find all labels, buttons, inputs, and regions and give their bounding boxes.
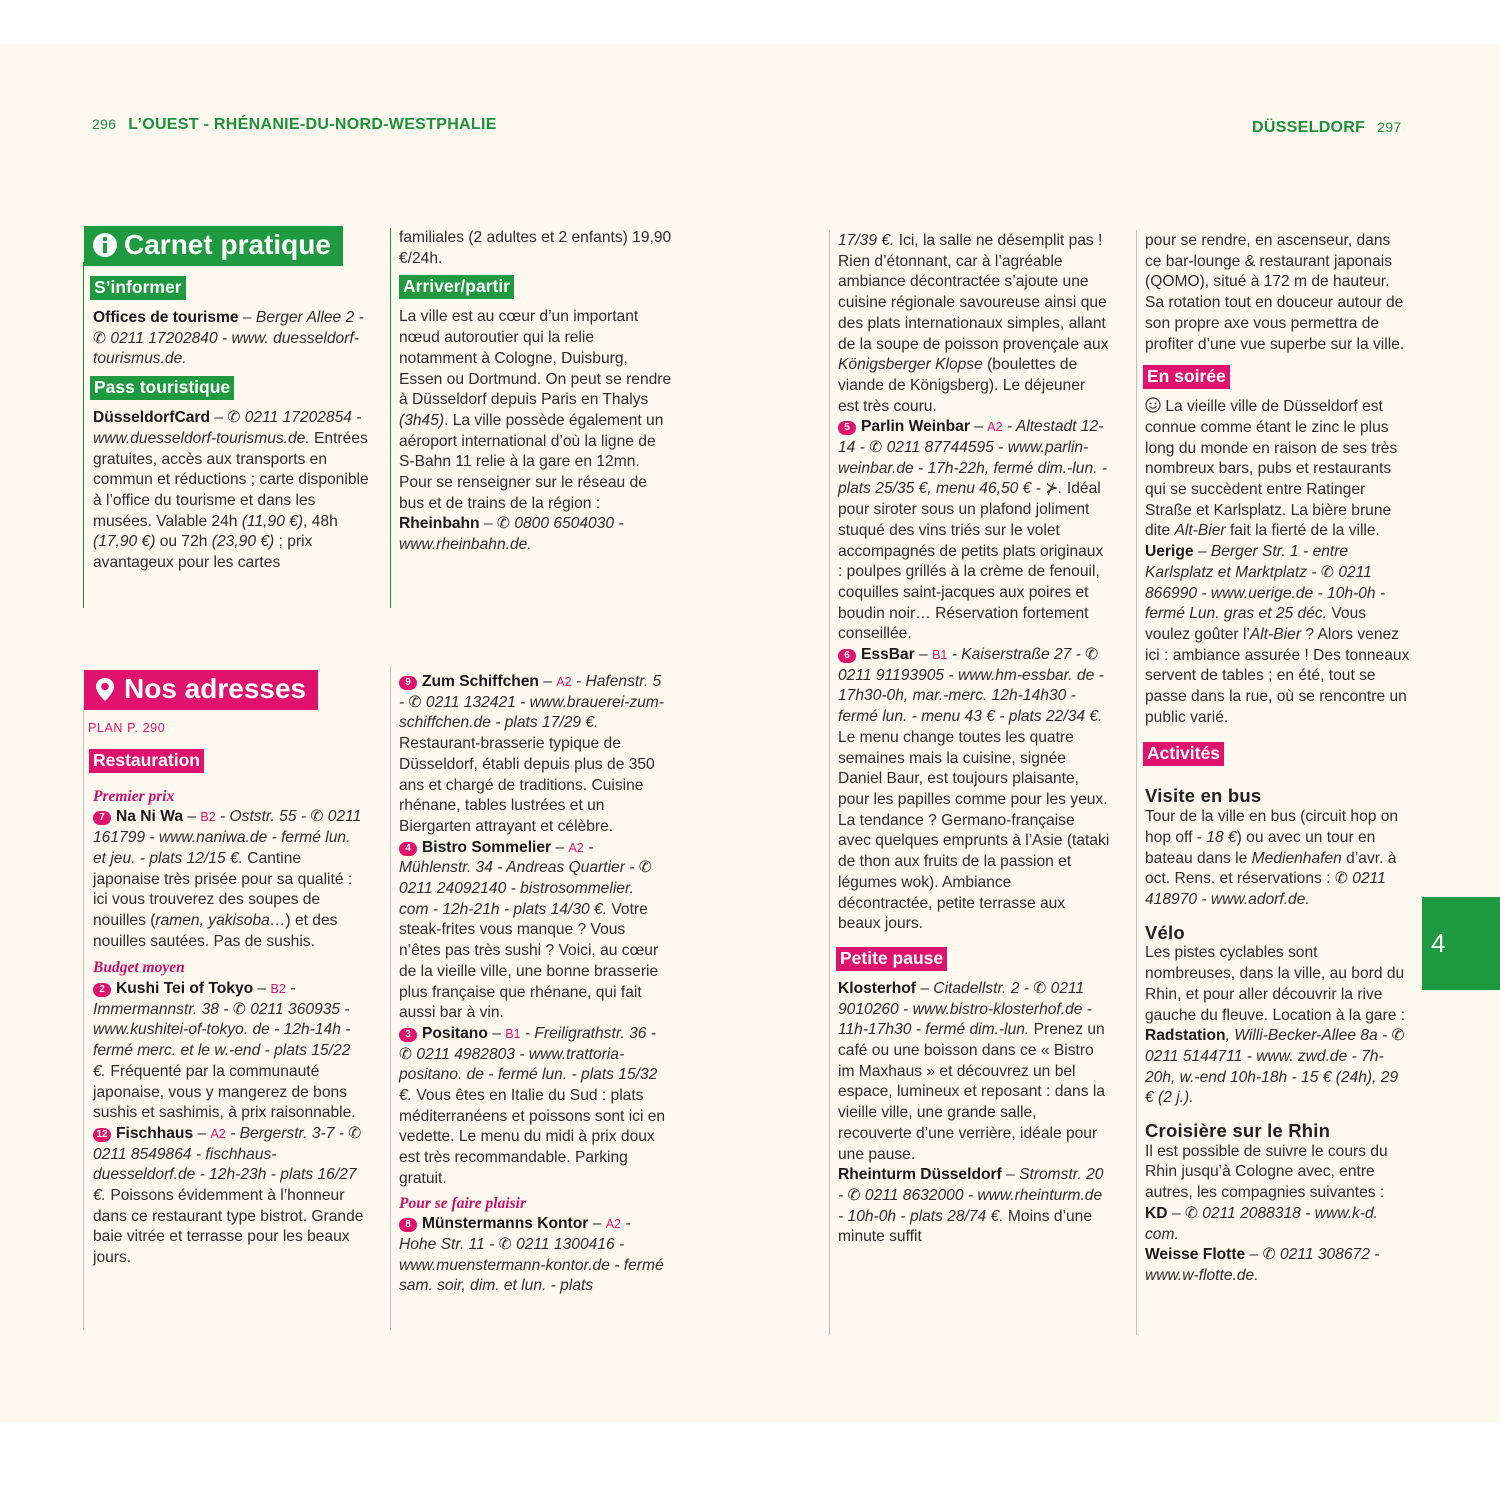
adresses-title: Nos adresses [124, 673, 307, 704]
restaurant-text: Cantine japonaise très prisée pour sa qualité : ici vous trouverez des soupes de nouilles ( [93, 849, 353, 929]
petite-pause-heading: Petite pause [836, 947, 947, 971]
restaurant-details: - Immermannstr. 38 - ✆ 0211 360935 - www.kushitei-of-tokyo. de - 12h-14h - fermé merc. et le w.-end - plats 15/22 €. [93, 980, 351, 1080]
company-name: KD [1145, 1204, 1168, 1222]
venue-text: Prenez un café ou une boisson dans ce « Bistro im Maxhaus » et découvrez un bel espace, lumineux et reposant : dans la vieille ville, une grande salle, recouverte d’une verrière, idéale pour une pause. [838, 1021, 1105, 1163]
sommelier-entry: 4 Bistro Sommelier – A2 - Mühlenstr. 34 - Andreas Quartier - ✆ 0211 24092140 - bistrosommelier. com - 12h-21h - plats 14/30 €. Votre steak-frites vous manque ? Vous n’êtes pas très sushi ? Voici, au cœur de la vieille ville, une bonne brasserie plus française que rhénane, qui fait aussi bar à vin. [399, 838, 659, 1022]
grid-ref: A2 [568, 840, 584, 855]
soiree-text-italic: Alt-Bier [1174, 522, 1226, 540]
parlin-entry: 5 Parlin Weinbar – A2 - Altestadt 12-14 - ✆ 0211 87744595 - www.parlin-weinbar.de - 17h-22h, fermé dim.-lun. - plats 25/35 €, menu 46,50 € - ⊁. Idéal pour siroter sous un plafond joliment stuqué des vins triés sur le volet accompagnés de petits plats originaux : poulpes grillés à la crème de fenouil, coquilles saint-jacques aux poires et boudin noir… Réservation fortement conseillée. [838, 418, 1107, 643]
essbar-entry: 6 EssBar – B1 - Kaiserstraße 27 - ✆ 0211 91193905 - www.hm-essbar. de - 17h30-0h, mar.-merc. 12h-14h30 - fermé lun. - menu 43 € - plats 22/34 €. Le menu change toutes les quatre semaines mais la cuisine, signée Daniel Baur, est toujours plaisante, pour les papilles comme pour les yeux. La tendance ? Germano-française avec quelques emprunts à l’Asie (tataki de thon aux fruits de la passion et légumes wok). Ambiance décontractée, petite terrasse aux beaux jours. [838, 646, 1110, 933]
restaurant-details: - Mühlenstr. 34 - Andreas Quartier - ✆ 0211 24092140 - bistrosommelier. com - 12h-21h - plats 14/30 €. [399, 838, 652, 918]
venue-text: Vous voulez goûter l’ [1145, 605, 1367, 643]
map-number-badge: 4 [399, 842, 417, 856]
bus-entry [1145, 807, 1410, 911]
restaurant-name: Kushi Tei of Tokyo [116, 980, 254, 998]
venue-details: – Berger Str. 1 - entre Karlsplatz et Marktplatz - ✆ 0211 866990 - www.uerige.de - 10h-0h - fermé Lun. gras et 25 déc. [1145, 543, 1386, 623]
restaurant-name: Bistro Sommelier [422, 838, 552, 856]
velo-text: Les pistes cyclables sont nombreuses, dans la ville, au bord du Rhin, et pour aller découvrir la rive gauche du fleuve. Location à la gare : [1145, 944, 1406, 1024]
left-chapter-title: L’OUEST - RHÉNANIE-DU-NORD-WESTPHALIE [128, 116, 497, 133]
kushi-entry: 2 Kushi Tei of Tokyo – B2 - Immermannstr. 38 - ✆ 0211 360935 - www.kushitei-of-tokyo. de - 12h-14h - fermé merc. et le w.-end - plats 15/22 €. Fréquenté par la communauté japonaise, vous y mangerez de bons sushis et sashimis, à prix raisonnable. [93, 980, 356, 1122]
venue-text-italic: Alt-Bier [1249, 625, 1302, 643]
venue-name: Klosterhof [838, 979, 916, 997]
restaurant-text: Vous êtes en Italie du Sud : plats méditerranéens et poissons sont ici en vedette. Le menu du midi à prix doux est très recommandable. Parking gratuit. [399, 1087, 666, 1187]
positano-entry: 3 Positano – B1 - Freiligrathstr. 36 - ✆ 0211 4982803 - www.trattoria-positano. de - fermé lun. - plats 15/32 €. Vous êtes en Italie du Sud : plats méditerranéens et poissons sont ici en vedette. Le menu du midi à prix doux est très recommandable. Parking gratuit. [399, 1024, 666, 1187]
arriver-text [399, 307, 674, 555]
restaurant-text: Poissons évidemment à l’honneur dans ce restaurant type bistrot. Grande baie vitrée et terrasse pour les beaux jours. [93, 1187, 364, 1267]
card-details: – ✆ 0211 17202854 - www.duesseldorf-tourismus.de. [93, 409, 362, 447]
office-details: – Berger Allee 2 - ✆ 0211 17202840 - www. duesseldorf-tourismus.de. [93, 309, 364, 368]
restaurant-details: - Oststr. 55 - ✆ 0211 161799 - www.naniwa.de - fermé lun. et jeu. - plats 12/15 €. [93, 808, 362, 867]
kontor-entry: 8 Münstermanns Kontor – A2 - Hohe Str. 11 - ✆ 0211 1300416 - www.muenstermann-kontor.de - fermé sam. soir, dim. et lun. - plats [399, 1215, 664, 1295]
card-price-48h: (17,90 €) [93, 533, 156, 551]
fischhaus-entry: 12 Fischhaus – A2 - Bergerstr. 3-7 - ✆ 0211 8549864 - fischhaus-duesseldorf.de - 12h-23h - plats 16/27 €. Poissons évidemment à l’honneur dans ce restaurant type bistrot. Grande baie vitrée et terrasse pour les beaux jours. [93, 1124, 364, 1267]
croisiere-heading: Croisière sur le Rhin [1145, 1120, 1331, 1142]
thalys-duration: (3h45) [399, 411, 445, 429]
map-number-badge: 6 [838, 649, 856, 663]
carnet-pratique-heading [84, 226, 343, 266]
nos-adresses-heading [84, 670, 318, 710]
restaurant-name: Positano [422, 1024, 488, 1042]
restaurant-text: (boulettes de viande de Königsberg). Le déjeuner est très couru. [838, 356, 1086, 415]
map-number-badge: 3 [399, 1028, 417, 1042]
left-running-header [92, 116, 497, 134]
rheinbahn-name: Rheinbahn [399, 515, 480, 533]
office-tourisme-entry [90, 308, 374, 370]
map-number-badge: 7 [93, 811, 111, 825]
grid-ref: A2 [987, 420, 1003, 435]
card-text: ou 72h [155, 533, 212, 551]
right-chapter-title: DÜSSELDORF [1252, 119, 1366, 136]
info-icon [92, 232, 118, 258]
arriver-partir-heading: Arriver/partir [399, 275, 514, 299]
radstation-details: , Willi-Becker-Allee 8a - ✆ 0211 5144711 - www. zwd.de - 7h-20h, w.-end 10h-18h - 15 € (24h), 29 € (2 j.). [1145, 1027, 1405, 1107]
radstation-name: Radstation [1145, 1027, 1226, 1045]
restaurant-text-italic: Königsberger Klopse [838, 356, 983, 374]
venue-text: ? Alors venez ici : ambiance assurée ! Des tonneaux servent de tables ; en été, tout se passe dans la rue, où se rencontre un public varié. [1145, 625, 1410, 726]
plan-reference: PLAN P. 290 [88, 721, 166, 735]
restaurant-name: Münstermanns Kontor [422, 1215, 589, 1233]
grid-ref: B2 [270, 982, 286, 997]
company-details: – ✆ 0211 2088318 - www.k-d. com. [1145, 1204, 1378, 1243]
restaurant-text: Idéal pour siroter sous un plafond joliment stuqué des vins triés sur le volet accompagnés de petits plats originaux : poulpes grillés à la crème de fenouil, coquilles saint-jacques aux poires et boudin noir… Réservation fortement conseillée. [838, 480, 1104, 643]
restaurant-text: Votre steak-frites vous manque ? Vous n’êtes pas très sushi ? Voici, au cœur de la vieille ville, une bonne brasserie plus française que rhénane, qui fait aussi bar à vin. [399, 900, 659, 1022]
weisse-flotte-entry [1145, 1245, 1410, 1286]
restauration-heading: Restauration [89, 749, 204, 773]
restaurant-details: - Hafenstr. 5 - ✆ 0211 132421 - www.brauerei-zum-schiffchen.de - plats 17/29 €. [399, 673, 664, 732]
chapter-tab: 4 [1422, 897, 1500, 990]
restaurant-details: 17/39 €. [838, 232, 895, 249]
grid-ref: B1 [505, 1026, 521, 1041]
restaurant-name: Na Ni Wa [116, 808, 184, 826]
left-page-number: 296 [92, 116, 117, 132]
pour-se-faire-plaisir-label: Pour se faire plaisir [399, 1194, 527, 1212]
restaurant-text: ) et des nouilles sautées. Pas de sushis. [93, 911, 338, 950]
card-text: ; prix avantageux pour les cartes [93, 533, 313, 572]
velo-entry [1145, 943, 1410, 1109]
sinformer-heading: S’informer [90, 276, 186, 300]
rheinbahn-details: – ✆ 0800 6504030 - www.rheinbahn.de. [399, 515, 624, 554]
restaurant-text-italic: ramen, yakisoba… [155, 911, 286, 929]
bus-text: ) ou avec un tour en bateau dans le [1145, 828, 1376, 867]
budget-moyen-label: Budget moyen [93, 959, 185, 977]
pass-touristique-heading: Pass touristique [90, 376, 234, 400]
soiree-intro [1145, 397, 1410, 542]
venue-details: – Stromstr. 20 - ✆ 0211 8632000 - www.rheinturm.de - 10h-0h - plats 28/74 €. [838, 1166, 1104, 1225]
card-continued: familiales (2 adultes et 2 enfants) 19,90 €/24h. [399, 229, 672, 267]
restaurant-text: Ici, la salle ne désemplit pas ! Rien d’étonnant, car à l’agréable ambiance décontractée s’ajoute une cuisine régionale savoureuse ainsi que des plats internationaux simples, allant de la soupe de poisson provençale aux [838, 232, 1109, 353]
venue-text: Moins d’une minute suffit [838, 1207, 1092, 1246]
restaurant-name: EssBar [861, 646, 915, 664]
restaurant-name: Parlin Weinbar [861, 418, 970, 436]
bus-text-italic: Medienhafen [1251, 849, 1342, 867]
map-pin-icon [92, 676, 118, 702]
right-column-3 [838, 231, 1110, 1248]
bus-price: 18 € [1206, 828, 1237, 846]
office-name: Offices de tourisme [93, 309, 239, 326]
naniwa-entry: 7 Na Ni Wa – B2 - Oststr. 55 - ✆ 0211 161799 - www.naniwa.de - fermé lun. et jeu. - plats 12/15 €. Cantine japonaise très prisée pour sa qualité : ici vous trouverez des soupes de nouilles (ramen, yakisoba…) et des nouilles sautées. Pas de sushis. [93, 808, 362, 950]
restaurant-details: - Bergerstr. 3-7 - ✆ 0211 8549864 - fischhaus-duesseldorf.de - 12h-23h - plats 16/27 €. [93, 1124, 362, 1205]
right-column-4 [1145, 231, 1410, 1287]
bus-text: d’avr. à oct. Rens. et réservations : [1145, 849, 1397, 888]
venue-name: Uerige [1145, 543, 1194, 561]
venue-details: – Citadellstr. 2 - ✆ 0211 9010260 - www.bistro-klosterhof.de - 11h-17h30 - fermé dim.-lun. [838, 979, 1092, 1039]
uerige-entry [1145, 542, 1410, 728]
croisiere-text: Il est possible de suivre le cours du Rhin jusqu’à Cologne avec, entre autres, les compagnies suivantes : [1145, 1142, 1388, 1202]
visite-en-bus-heading: Visite en bus [1145, 785, 1262, 807]
grid-ref: B2 [200, 810, 216, 825]
card-name: DüsseldorfCard [93, 409, 210, 427]
en-soiree-heading: En soirée [1143, 365, 1230, 389]
velo-heading: Vélo [1145, 921, 1185, 943]
carnet-column-1 [84, 226, 374, 574]
grid-ref: A2 [605, 1217, 621, 1232]
activites-heading: Activités [1143, 742, 1224, 766]
card-text: Entrées gratuites, accès aux transports en commun et réductions ; carte disponible à l’office du tourisme et dans les musées. Valable 24h [93, 429, 369, 530]
restaurant-text: Fréquenté par la communauté japonaise, vous y mangerez de bons sushis et sashimis, à prix raisonnable. [93, 1062, 356, 1122]
column-rule [829, 230, 830, 1335]
column-rule [390, 228, 391, 608]
premier-prix-label: Premier prix [93, 787, 175, 805]
grid-ref: A2 [210, 1126, 226, 1141]
card-price-72h: (23,90 €) [211, 533, 275, 551]
card-text: , 48h [303, 512, 338, 530]
carnet-title: Carnet pratique [124, 229, 331, 260]
adresses-column-2 [399, 672, 667, 1297]
map-number-badge: 8 [399, 1218, 417, 1232]
arriver-text-2: . La ville possède également un aéroport international d’où la ligne de S-Bahn 11 relie à la gare en 12mn. Pour se renseigner sur le réseau de bus et de trains de la région : [399, 411, 664, 512]
restaurant-text: Restaurant-brasserie typique de Düsseldorf, établi depuis plus de 350 ans et chargé de traditions. Cuisine rhénane, tables lustrées et un Biergarten attrayant et célèbre. [399, 735, 655, 835]
restaurant-details: - Kaiserstraße 27 - ✆ 0211 91193905 - www.hm-essbar. de - 17h30-0h, mar.-merc. 12h-14h30 - fermé lun. - menu 43 € - plats 22/34 €. [838, 646, 1104, 726]
restaurant-name: Fischhaus [116, 1124, 194, 1142]
kontor-continued [838, 231, 1110, 417]
right-running-header [1252, 119, 1402, 137]
column-rule [390, 666, 391, 1330]
restaurant-text: Le menu change toutes les quatre semaines mais la cuisine, signée Daniel Baur, est toujours plaisante, pour les papilles comme pour les yeux. La tendance ? Germano-française avec quelques emprunts à l’Asie (tataki de thon aux fruits de la passion et légumes wok). Ambiance décontractée, petite terrasse aux beaux jours. [838, 728, 1110, 933]
carnet-column-2 [399, 228, 674, 556]
bus-text: Tour de la ville en bus (circuit hop on hop off - [1145, 808, 1399, 846]
soiree-text: La vieille ville de Düsseldorf est connue comme étant le zinc le plus long du monde en raison de ses très nombreux bars, pubs et restaurants qui se succèdent entre Ratinger Straße et Karlsplatz. La bière brune dite [1145, 398, 1398, 540]
smiley-icon [1145, 397, 1161, 413]
map-number-badge: 12 [93, 1128, 111, 1142]
map-number-badge: 5 [838, 421, 856, 435]
restaurant-details: - Freiligrathstr. 36 - ✆ 0211 4982803 - www.trattoria-positano. de - fermé lun. - plats 15/32 €. [399, 1024, 658, 1105]
rheinturm-entry [838, 1165, 1110, 1248]
map-number-badge: 9 [399, 676, 417, 690]
column-rule [1136, 230, 1137, 1335]
restaurant-details: - Altestadt 12-14 - ✆ 0211 87744595 - www.parlin-weinbar.de - 17h-22h, fermé dim.-lun. - plats 25/35 €, menu 46,50 € - ⊁. [838, 418, 1107, 498]
soiree-text: fait la fierté de la ville. [1225, 522, 1380, 540]
grid-ref: B1 [932, 648, 948, 663]
company-details: – ✆ 0211 308672 - www.w-flotte.de. [1145, 1246, 1380, 1284]
card-price-24h: (11,90 €) [241, 512, 304, 530]
schiffchen-entry: 9 Zum Schiffchen – A2 - Hafenstr. 5 - ✆ 0211 132421 - www.brauerei-zum-schiffchen.de - plats 17/29 €. Restaurant-brasserie typique de Düsseldorf, établi depuis plus de 350 ans et chargé de traditions. Cuisine rhénane, tables lustrées et un Biergarten attrayant et célèbre. [399, 673, 664, 835]
map-number-badge: 2 [93, 983, 111, 997]
rheinturm-continued: pour se rendre, en ascenseur, dans ce bar-lounge & restaurant japonais (QOMO), situé à 172 m de hauteur. Sa rotation tout en douceur autour de son propre axe vous permettra de profiter d’une vue superbe sur la ville. [1145, 232, 1405, 353]
klosterhof-entry [838, 979, 1110, 1165]
adresses-column-1 [84, 670, 366, 1269]
restaurant-details: - Hohe Str. 11 - ✆ 0211 1300416 - www.muenstermann-kontor.de - fermé sam. soir, dim. et lun. - plats [399, 1215, 664, 1295]
restaurant-name: Zum Schiffchen [422, 673, 539, 690]
grid-ref: A2 [556, 675, 572, 689]
kd-entry [1145, 1204, 1410, 1245]
duesseldorfcard-entry [90, 408, 374, 574]
right-page-number: 297 [1377, 119, 1402, 135]
company-name: Weisse Flotte [1145, 1246, 1246, 1264]
arriver-text-1: La ville est au cœur d’un important nœud autoroutier qui la relie notamment à Cologne, Duisburg, Essen ou Dortmund. On peut se rendre à Düsseldorf depuis Paris en Thalys [399, 308, 672, 409]
venue-name: Rheinturm Düsseldorf [838, 1166, 1002, 1184]
bus-contact: ✆ 0211 418970 - www.adorf.de. [1145, 870, 1386, 908]
